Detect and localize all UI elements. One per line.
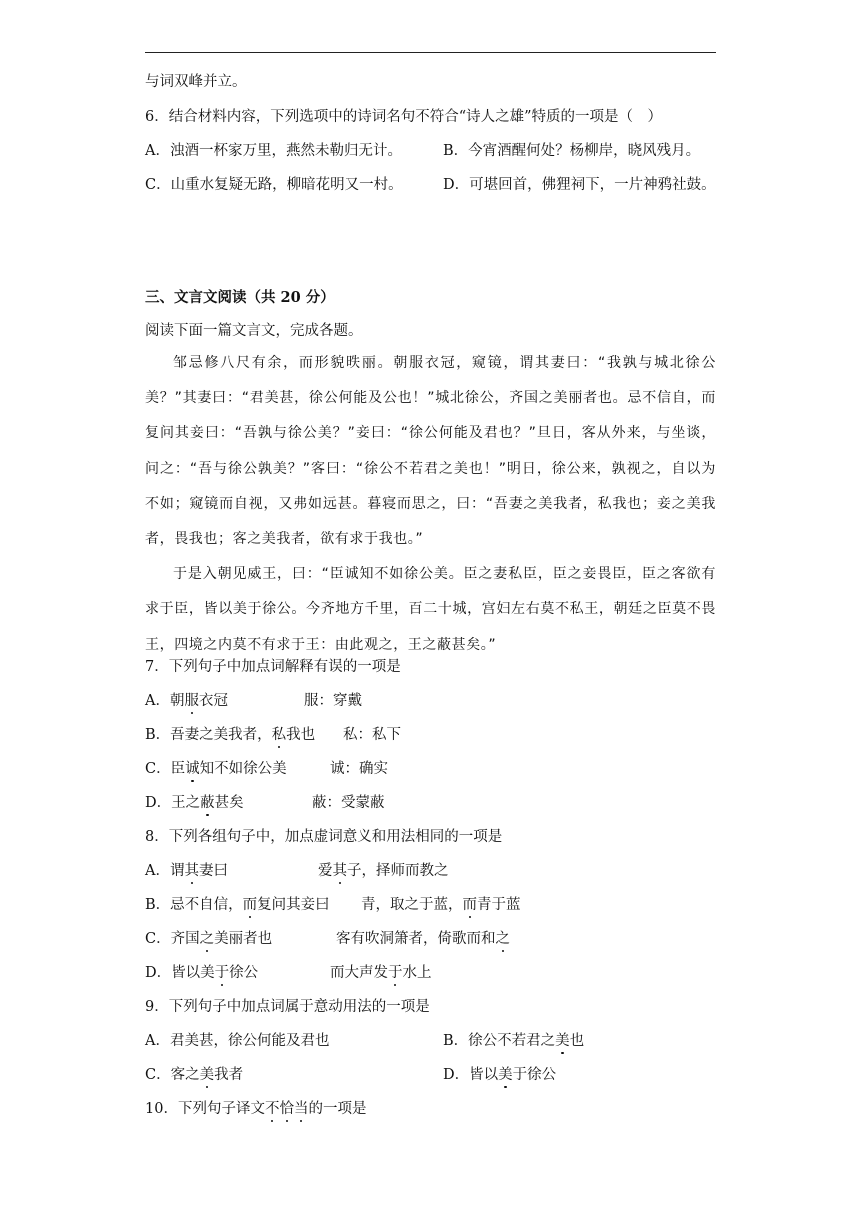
q9-b-dotted-word: 美 bbox=[555, 1033, 570, 1049]
q7-d-dotted-word: 蔽 bbox=[200, 795, 215, 811]
q9-d-text-end: 于徐公 bbox=[512, 1067, 557, 1083]
q7-b-dotted-word: 私 bbox=[271, 727, 287, 743]
q9-a-text: A．君美甚，徐公何能及君也 bbox=[145, 1033, 330, 1049]
q7-a-gloss: 服：穿戴 bbox=[304, 693, 362, 709]
q10-text: 10．下列句子译文 bbox=[145, 1101, 265, 1117]
q9-option-d[interactable] bbox=[443, 1065, 556, 1085]
q10-dotted-words bbox=[265, 1101, 309, 1117]
q8-c-text-end: 美丽者也 bbox=[214, 931, 273, 947]
q8-a-compare-text-end: 子，择师而教之 bbox=[347, 863, 449, 879]
q9-c-text-end: 我者 bbox=[214, 1067, 244, 1083]
q8-d-compare-text-end: 水上 bbox=[402, 965, 432, 981]
section-3-instruction: 阅读下面一篇文言文，完成各题。 bbox=[145, 323, 363, 339]
q8-a-compare-dotted-word: 其 bbox=[332, 863, 347, 879]
q9-option-c[interactable] bbox=[145, 1065, 243, 1085]
q8-a-compare bbox=[318, 861, 449, 881]
q8-c-compare-dotted-word: 之 bbox=[495, 931, 510, 947]
q7-d-text: D．王之 bbox=[145, 795, 201, 811]
q8-option-b[interactable] bbox=[145, 895, 330, 915]
q9-b-text: B．徐公不若君之 bbox=[443, 1033, 556, 1049]
q10-dotted-char: 不 bbox=[264, 1101, 280, 1117]
q7-a-text-end: 衣冠 bbox=[198, 693, 228, 709]
q9-d-text: D．皆以 bbox=[443, 1067, 499, 1083]
q8-option-d[interactable] bbox=[145, 963, 258, 983]
q7-a-dotted-word: 服 bbox=[184, 693, 199, 709]
q7-option-d[interactable] bbox=[145, 793, 244, 813]
q8-b-text-end: 复问其妾曰 bbox=[257, 897, 330, 913]
q7-c-text: C．臣 bbox=[145, 761, 186, 777]
passage-paragraph-2: 于是入朝见威王，曰：“臣诚知不如徐公美。臣之妻私臣，臣之妾畏臣，臣之客欲有求于臣，皆以美于徐公。今齐地方千里，百二十城，宫妇左右莫不私王，朝廷之臣莫不畏王，四境之内莫不有求于王：由此观之，王之蔽甚矣。” bbox=[145, 566, 716, 653]
q7-b-text-end: 我也 bbox=[286, 727, 316, 743]
q9-stem: 9．下列句子中加点词属于意动用法的一项是 bbox=[145, 999, 430, 1015]
q8-c-compare-text: 客有吹洞箫者，倚歌而和 bbox=[336, 931, 496, 947]
q8-c-dotted-word: 之 bbox=[199, 931, 215, 947]
q8-c-text: C．齐国 bbox=[145, 931, 200, 947]
q8-a-text: A．谓 bbox=[145, 863, 185, 879]
q8-a-compare-text: 爱 bbox=[318, 863, 333, 879]
q8-d-compare-dotted-word: 于 bbox=[388, 965, 403, 981]
q8-d-text: D．皆以美 bbox=[145, 965, 215, 981]
q6-option-a[interactable]: A．浊酒一杯家万里，燕然未勒归无计。 bbox=[145, 143, 402, 159]
q7-option-a[interactable] bbox=[145, 691, 228, 711]
header-rule bbox=[145, 52, 716, 53]
q6-option-d[interactable]: D．可堪回首，佛狸祠下，一片神鸦社鼓。 bbox=[443, 177, 716, 193]
q7-d-gloss: 蔽：受蒙蔽 bbox=[312, 795, 385, 811]
q7-option-c[interactable] bbox=[145, 759, 287, 779]
q6-stem: 6．结合材料内容，下列选项中的诗词名句不符合“诗人之雄”特质的一项是（ ） bbox=[145, 109, 663, 125]
q6-option-c[interactable]: C．山重水复疑无路，柳暗花明又一村。 bbox=[145, 177, 403, 193]
classical-passage bbox=[145, 346, 716, 663]
q8-c-compare bbox=[336, 929, 510, 949]
q10-dotted-char: 恰 bbox=[279, 1101, 294, 1117]
q7-c-text-end: 知不如徐公美 bbox=[199, 761, 287, 777]
q8-d-dotted-word: 于 bbox=[214, 965, 230, 981]
q8-a-dotted-word: 其 bbox=[184, 863, 199, 879]
q7-c-gloss: 诚：确实 bbox=[330, 761, 388, 777]
q8-b-dotted-word: 而 bbox=[242, 897, 258, 913]
q8-stem: 8．下列各组句子中，加点虚词意义和用法相同的一项是 bbox=[145, 829, 503, 845]
q8-option-c[interactable] bbox=[145, 929, 272, 949]
q8-b-compare-text-end: 青于蓝 bbox=[477, 897, 521, 913]
q7-c-dotted-word: 诚 bbox=[185, 761, 200, 777]
q7-a-text: A．朝 bbox=[145, 693, 185, 709]
q8-d-text-end: 徐公 bbox=[229, 965, 259, 981]
q8-d-compare-text: 而大声发 bbox=[330, 965, 388, 981]
q7-b-gloss: 私：私下 bbox=[343, 727, 401, 743]
q8-b-compare-dotted-word: 而 bbox=[462, 897, 477, 913]
q9-option-a[interactable] bbox=[145, 1031, 329, 1051]
q7-stem: 7．下列句子中加点词解释有误的一项是 bbox=[145, 659, 401, 675]
q10-text-end: 的一项是 bbox=[308, 1101, 367, 1117]
q8-d-compare bbox=[330, 963, 432, 983]
q8-b-text: B．忌不自信， bbox=[145, 897, 243, 913]
top-fragment: 与词双峰并立。 bbox=[145, 74, 247, 90]
q8-b-compare-text: 青，取之于蓝， bbox=[361, 897, 463, 913]
q10-dotted-char: 当 bbox=[293, 1101, 309, 1117]
q8-a-text-end: 妻曰 bbox=[198, 863, 228, 879]
q9-b-text-end: 也 bbox=[569, 1033, 585, 1049]
q9-d-dotted-word: 美 bbox=[498, 1067, 513, 1083]
q10-stem bbox=[145, 1099, 366, 1119]
q9-c-text: C．客之 bbox=[145, 1067, 200, 1083]
q8-option-a[interactable] bbox=[145, 861, 228, 881]
q9-option-b[interactable] bbox=[443, 1031, 584, 1051]
passage-paragraph-1: 邹忌修八尺有余，而形貌昳丽。朝服衣冠，窥镜，谓其妻曰：“我孰与城北徐公美？”其妻曰：“君美甚，徐公何能及公也！”城北徐公，齐国之美丽者也。忌不信自，而复问其妾曰：“吾孰与徐公美？”妾曰：“徐公何能及君也？”旦日，客从外来，与坐谈，问之：“吾与徐公孰美？”客曰：“徐公不若君之美也！”明日，徐公来，孰视之，自以为不如；窥镜而自视，又弗如远甚。暮寝而思之，曰：“吾妻之美我者，私我也；妾之美我者，畏我也；客之美我者，欲有求于我也。” bbox=[145, 355, 716, 548]
q8-b-compare bbox=[361, 895, 521, 915]
q6-option-b[interactable]: B．今宵酒醒何处？杨柳岸，晓风残月。 bbox=[443, 143, 701, 159]
q7-d-text-end: 甚矣 bbox=[214, 795, 244, 811]
section-3-title: 三、文言文阅读（共 20 分） bbox=[145, 289, 335, 306]
q9-c-dotted-word: 美 bbox=[199, 1067, 215, 1083]
q7-b-text: B．吾妻之美我者， bbox=[145, 727, 272, 743]
q7-option-b[interactable] bbox=[145, 725, 315, 745]
